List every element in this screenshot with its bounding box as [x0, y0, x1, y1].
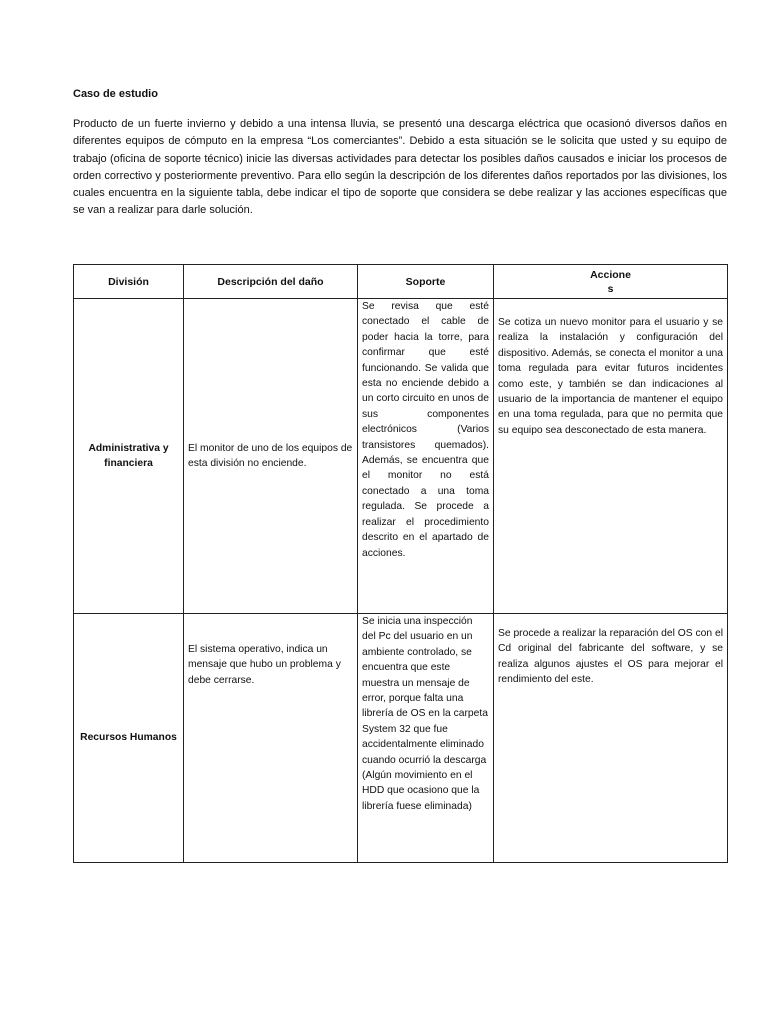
cell-soporte: Se inicia una inspección del Pc del usuario en un ambiente controlado, se encuentra que este muestra un mensaje de error, porque falta una librería de OS en la carpeta System 32 que fue accidentalmente eliminado cuando ocurrió la descarga (Algún movimiento en el HDD que ocasiono que la librería fuese eliminada) [358, 614, 494, 863]
cell-acciones: Se procede a realizar la reparación del OS con el Cd original del fabricante del software, y se realiza algunos ajustes el OS para mejorar el rendimiento del este. [494, 614, 728, 863]
header-descripcion: Descripción del daño [184, 265, 358, 299]
cell-soporte: Se revisa que esté conectado el cable de poder hacia la torre, para confirmar que esté funcionando. Se valida que esta no enciende debido a un corto circuito en unos de sus componentes electrónicos (Varios transistores quemados). Además, se encuentra que el monitor no está conectado a una toma regulada. Se procede a realizar el procedimiento descrito en el apartado de acciones. [358, 299, 494, 614]
document-title: Caso de estudio [73, 88, 158, 100]
table-row [74, 299, 728, 614]
cell-division: Recursos Humanos [74, 614, 184, 863]
header-soporte: Soporte [358, 265, 494, 299]
cell-division: Administrativa y financiera [74, 299, 184, 614]
table-header-row [74, 265, 728, 299]
intro-paragraph: Producto de un fuerte invierno y debido a una intensa lluvia, se presentó una descarga eléctrica que ocasionó diversos daños en diferentes equipos de cómputo en la empresa “Los comerciantes”. Debido a esta situación se le solicita que usted y su equipo de trabajo (oficina de soporte técnico) inicie las diversas actividades para detectar los posibles daños causados e iniciar los procesos de orden correctivo y posteriormente preventivo. Para ello según la descripción de los diferentes daños reportados por las divisiones, los cuales encuentra en la siguiente tabla, debe indicar el tipo de soporte que considera se debe realizar y las acciones específicas que se van a realizar para darle solución. [73, 118, 727, 217]
cell-descripcion: El monitor de uno de los equipos de esta división no enciende. [184, 299, 358, 614]
damage-table [73, 264, 728, 863]
header-acciones-line1: Accione [590, 268, 631, 281]
cell-descripcion: El sistema operativo, indica un mensaje que hubo un problema y debe cerrarse. [184, 614, 358, 863]
header-acciones [494, 265, 728, 299]
table-row [74, 614, 728, 863]
cell-acciones: Se cotiza un nuevo monitor para el usuario y se realiza la instalación y configuración del dispositivo. Además, se conecta el monitor a una toma regulada para evitar futuros incidentes como este, y también se dan indicaciones al usuario de la importancia de mantener el equipo en una toma regulada, para que no permita que su equipo sea desconectado de esta manera. [494, 299, 728, 614]
header-acciones-line2: s [607, 282, 614, 295]
header-division: División [74, 265, 184, 299]
